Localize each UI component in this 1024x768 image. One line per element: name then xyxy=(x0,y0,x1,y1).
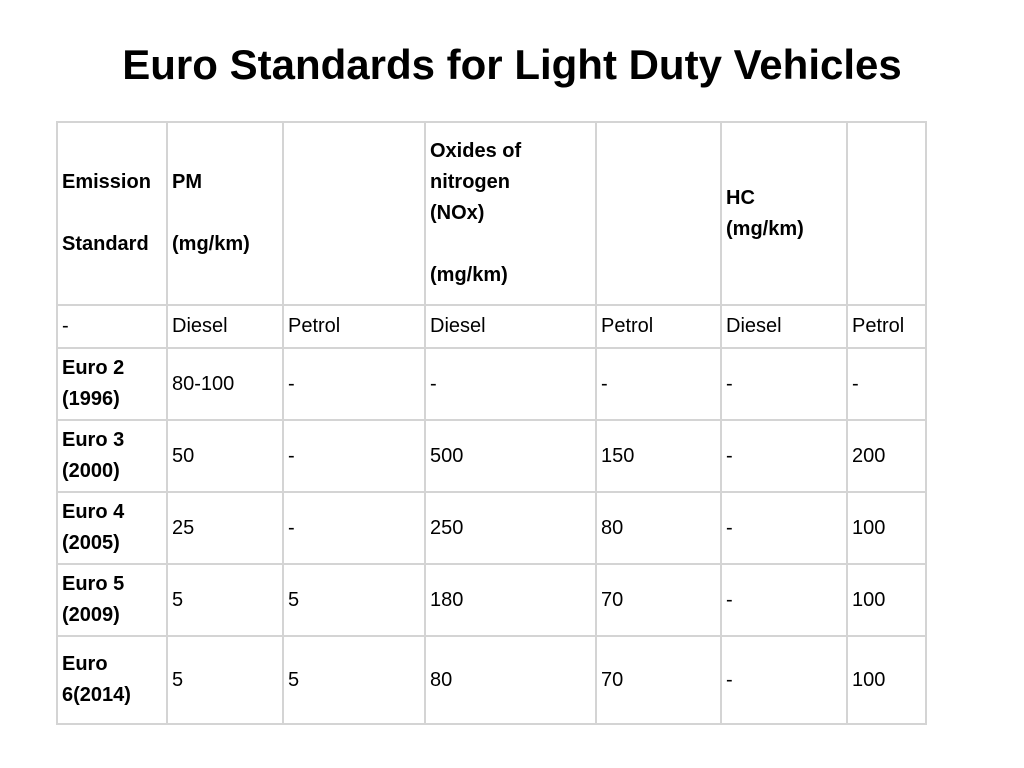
value-cell: - xyxy=(283,420,425,492)
slide-title: Euro Standards for Light Duty Vehicles xyxy=(122,41,902,88)
standard-name: Euro xyxy=(62,653,108,675)
standard-cell xyxy=(57,636,167,724)
subheader-cell: Petrol xyxy=(596,305,721,348)
header-nox-line2: nitrogen xyxy=(430,171,510,193)
header-pm-label: PM xyxy=(172,171,202,193)
value-cell: 5 xyxy=(167,564,283,636)
value-cell: 180 xyxy=(425,564,596,636)
header-nox-unit: (mg/km) xyxy=(430,264,508,286)
value-cell: 100 xyxy=(847,564,926,636)
value-cell: - xyxy=(721,348,847,420)
value-cell: 200 xyxy=(847,420,926,492)
value-cell: 100 xyxy=(847,492,926,564)
value-cell: - xyxy=(283,348,425,420)
standard-year: (1996) xyxy=(62,388,120,410)
table-header-row xyxy=(57,122,926,305)
value-cell: 80 xyxy=(425,636,596,724)
standard-year: (2009) xyxy=(62,604,120,626)
standard-cell xyxy=(57,348,167,420)
value-cell: 80-100 xyxy=(167,348,283,420)
header-nox xyxy=(425,122,596,305)
value-cell: 5 xyxy=(283,636,425,724)
value-cell: 5 xyxy=(167,636,283,724)
value-cell: 70 xyxy=(596,564,721,636)
header-emission-line: Emission xyxy=(62,171,151,193)
subheader-cell: - xyxy=(57,305,167,348)
subheader-cell: Petrol xyxy=(283,305,425,348)
value-cell: 150 xyxy=(596,420,721,492)
standard-year: 6(2014) xyxy=(62,684,131,706)
subheader-cell: Diesel xyxy=(721,305,847,348)
standard-cell xyxy=(57,564,167,636)
value-cell: - xyxy=(283,492,425,564)
standard-name: Euro 3 xyxy=(62,429,125,451)
standard-name: Euro 2 xyxy=(62,357,125,379)
value-cell: 100 xyxy=(847,636,926,724)
value-cell: - xyxy=(721,492,847,564)
value-cell: 500 xyxy=(425,420,596,492)
header-nox-line1: Oxides of xyxy=(430,140,522,162)
value-cell: 5 xyxy=(283,564,425,636)
value-cell: 70 xyxy=(596,636,721,724)
value-cell: - xyxy=(847,348,926,420)
standard-name: Euro 4 xyxy=(62,501,125,523)
header-hc xyxy=(721,122,847,305)
subheader-cell: Diesel xyxy=(167,305,283,348)
fuel-type-row xyxy=(57,305,926,348)
header-hc-label: HC xyxy=(726,186,755,209)
value-cell: 25 xyxy=(167,492,283,564)
value-cell: - xyxy=(721,636,847,724)
table-row xyxy=(57,492,926,564)
header-pm xyxy=(167,122,283,305)
subheader-cell: Petrol xyxy=(847,305,926,348)
header-blank-2 xyxy=(596,122,721,305)
header-hc-unit: (mg/km) xyxy=(726,217,804,240)
standard-cell xyxy=(57,492,167,564)
header-standard-line: Standard xyxy=(62,233,149,255)
table-row xyxy=(57,348,926,420)
value-cell: - xyxy=(425,348,596,420)
emission-standards-table xyxy=(56,121,927,725)
value-cell: 80 xyxy=(596,492,721,564)
header-blank-1 xyxy=(283,122,425,305)
standard-year: (2000) xyxy=(62,460,120,482)
header-pm-unit: (mg/km) xyxy=(172,233,250,255)
header-blank-3 xyxy=(847,122,926,305)
value-cell: 50 xyxy=(167,420,283,492)
value-cell: 250 xyxy=(425,492,596,564)
standard-name: Euro 5 xyxy=(62,573,125,595)
table-row xyxy=(57,636,926,724)
table-row xyxy=(57,564,926,636)
value-cell: - xyxy=(721,420,847,492)
subheader-cell: Diesel xyxy=(425,305,596,348)
value-cell: - xyxy=(721,564,847,636)
standard-year: (2005) xyxy=(62,532,120,554)
standard-cell xyxy=(57,420,167,492)
header-emission-standard xyxy=(57,122,167,305)
header-nox-line3: (NOx) xyxy=(430,202,485,224)
value-cell: - xyxy=(596,348,721,420)
table-row xyxy=(57,420,926,492)
